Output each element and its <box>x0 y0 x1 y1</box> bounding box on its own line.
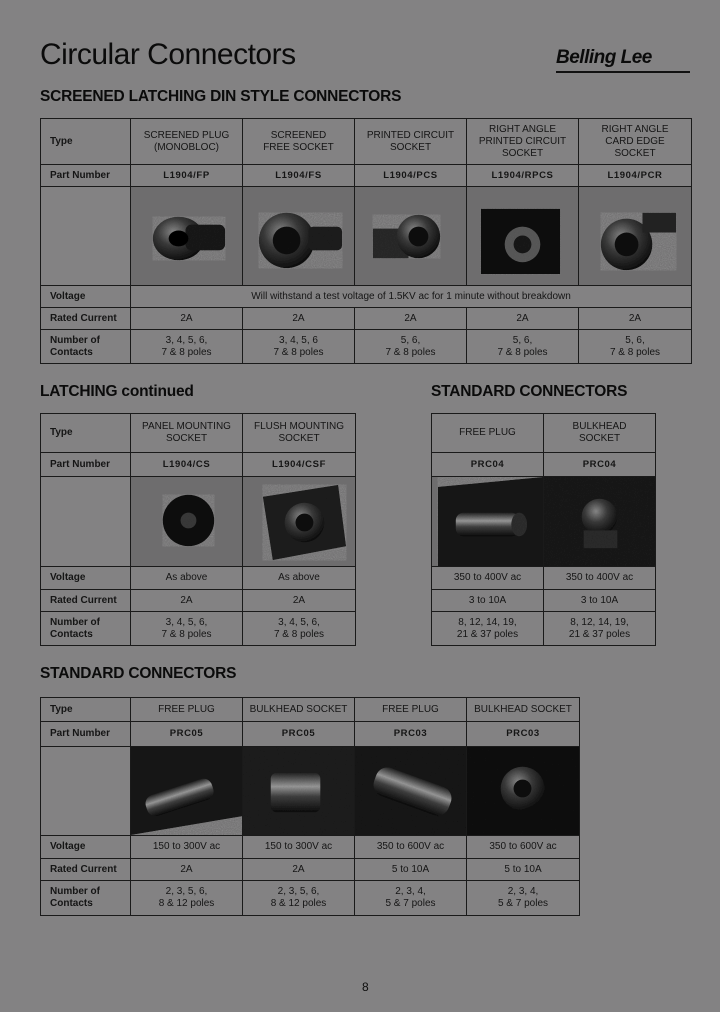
part-number-cell: PRC05 <box>243 722 355 747</box>
bulkhead-socket-icon <box>467 747 580 836</box>
rated-current-cell: 2A <box>355 308 467 330</box>
voltage-cell: 350 to 400V ac <box>432 567 544 590</box>
label-part-number: Part Number <box>41 165 131 187</box>
type-cell: PANEL MOUNTING SOCKET <box>131 414 243 453</box>
page-number: 8 <box>362 980 369 994</box>
voltage-note: Will withstand a test voltage of 1.5KV ac for 1 minute without breakdown <box>131 286 692 308</box>
label-part-number: Part Number <box>41 722 131 747</box>
contacts-cell: 2, 3, 5, 6, 8 & 12 poles <box>131 881 243 916</box>
part-number-cell: PRC04 <box>432 453 544 477</box>
section-heading-standard-connectors: STANDARD CONNECTORS <box>431 383 628 400</box>
voltage-cell: As above <box>243 567 356 590</box>
rated-current-cell: 2A <box>467 308 579 330</box>
type-cell: FREE PLUG <box>131 698 243 722</box>
voltage-cell: 350 to 600V ac <box>355 836 467 859</box>
free-plug-icon <box>355 747 467 836</box>
plug-connector-icon <box>131 187 243 286</box>
label-rated-current: Rated Current <box>41 590 131 612</box>
free-plug-icon <box>131 747 243 836</box>
right-angle-socket-icon <box>467 187 579 286</box>
contacts-cell: 8, 12, 14, 19, 21 & 37 poles <box>432 612 544 646</box>
part-number-cell: PRC05 <box>131 722 243 747</box>
rated-current-cell: 2A <box>131 308 243 330</box>
type-cell: FREE PLUG <box>432 414 544 453</box>
label-rated-current: Rated Current <box>41 308 131 330</box>
spec-table-standard-connectors-prc04 <box>431 413 656 646</box>
row-contacts <box>41 330 692 364</box>
type-cell: RIGHT ANGLE CARD EDGE SOCKET <box>579 119 692 165</box>
part-number-cell: L1904/FS <box>243 165 355 187</box>
voltage-cell: As above <box>131 567 243 590</box>
page-title: Circular Connectors <box>40 38 296 71</box>
part-number-cell: L1904/RPCS <box>467 165 579 187</box>
row-voltage <box>41 286 692 308</box>
section-heading-standard-connectors-2: STANDARD CONNECTORS <box>40 665 237 682</box>
rated-current-cell: 5 to 10A <box>467 859 580 881</box>
contacts-cell: 3, 4, 5, 6, 7 & 8 poles <box>131 330 243 364</box>
part-number-cell: L1904/FP <box>131 165 243 187</box>
label-type: Type <box>41 119 131 165</box>
type-cell: FLUSH MOUNTING SOCKET <box>243 414 356 453</box>
voltage-cell: 150 to 300V ac <box>131 836 243 859</box>
part-number-cell: PRC03 <box>467 722 580 747</box>
type-cell: RIGHT ANGLE PRINTED CIRCUIT SOCKET <box>467 119 579 165</box>
label-contacts: Number of Contacts <box>41 330 131 364</box>
image-label-empty <box>41 747 131 836</box>
section-heading-screened-latching: SCREENED LATCHING DIN STYLE CONNECTORS <box>40 88 402 105</box>
rated-current-cell: 2A <box>243 859 355 881</box>
bulkhead-socket-icon <box>243 747 355 836</box>
panel-socket-icon <box>131 477 243 567</box>
type-cell: PRINTED CIRCUIT SOCKET <box>355 119 467 165</box>
contacts-cell: 3, 4, 5, 6 7 & 8 poles <box>243 330 355 364</box>
rated-current-cell: 2A <box>131 590 243 612</box>
flush-socket-icon <box>243 477 356 567</box>
contacts-cell: 3, 4, 5, 6, 7 & 8 poles <box>131 612 243 646</box>
spec-table-standard-connectors-prc05-prc03 <box>40 697 580 916</box>
spec-table-screened-latching <box>40 118 692 364</box>
contacts-cell: 3, 4, 5, 6, 7 & 8 poles <box>243 612 356 646</box>
brand-logo: Belling Lee <box>556 47 652 68</box>
rated-current-cell: 3 to 10A <box>432 590 544 612</box>
image-label-empty <box>41 477 131 567</box>
part-number-cell: PRC04 <box>544 453 656 477</box>
contacts-cell: 8, 12, 14, 19, 21 & 37 poles <box>544 612 656 646</box>
label-voltage: Voltage <box>41 286 131 308</box>
rated-current-cell: 2A <box>243 590 356 612</box>
card-edge-socket-icon <box>579 187 692 286</box>
label-part-number: Part Number <box>41 453 131 477</box>
contacts-cell: 5, 6, 7 & 8 poles <box>467 330 579 364</box>
rated-current-cell: 2A <box>243 308 355 330</box>
label-voltage: Voltage <box>41 567 131 590</box>
rated-current-cell: 3 to 10A <box>544 590 656 612</box>
label-type: Type <box>41 698 131 722</box>
row-part-number <box>41 165 692 187</box>
contacts-cell: 2, 3, 5, 6, 8 & 12 poles <box>243 881 355 916</box>
contacts-cell: 5, 6, 7 & 8 poles <box>579 330 692 364</box>
row-image <box>41 187 692 286</box>
section-heading-latching-continued: LATCHING continued <box>40 383 194 400</box>
type-cell: SCREENED PLUG (MONOBLOC) <box>131 119 243 165</box>
spec-table-latching-continued <box>40 413 356 646</box>
label-voltage: Voltage <box>41 836 131 859</box>
row-type <box>41 119 692 165</box>
voltage-cell: 350 to 400V ac <box>544 567 656 590</box>
contacts-cell: 2, 3, 4, 5 & 7 poles <box>467 881 580 916</box>
row-rated-current <box>41 308 692 330</box>
part-number-cell: PRC03 <box>355 722 467 747</box>
rated-current-cell: 2A <box>579 308 692 330</box>
type-cell: FREE PLUG <box>355 698 467 722</box>
voltage-cell: 150 to 300V ac <box>243 836 355 859</box>
free-socket-icon <box>243 187 355 286</box>
label-contacts: Number of Contacts <box>41 612 131 646</box>
contacts-cell: 2, 3, 4, 5 & 7 poles <box>355 881 467 916</box>
rated-current-cell: 2A <box>131 859 243 881</box>
bulkhead-socket-icon <box>544 477 656 567</box>
label-contacts: Number of Contacts <box>41 881 131 916</box>
label-type: Type <box>41 414 131 453</box>
part-number-cell: L1904/PCS <box>355 165 467 187</box>
image-label-empty <box>41 187 131 286</box>
free-plug-icon <box>432 477 544 567</box>
type-cell: BULKHEAD SOCKET <box>467 698 580 722</box>
type-cell: SCREENED FREE SOCKET <box>243 119 355 165</box>
part-number-cell: L1904/PCR <box>579 165 692 187</box>
brand-underline <box>556 71 690 73</box>
type-cell: BULKHEAD SOCKET <box>243 698 355 722</box>
type-cell: BULKHEAD SOCKET <box>544 414 656 453</box>
part-number-cell: L1904/CS <box>131 453 243 477</box>
rated-current-cell: 5 to 10A <box>355 859 467 881</box>
part-number-cell: L1904/CSF <box>243 453 356 477</box>
voltage-cell: 350 to 600V ac <box>467 836 580 859</box>
label-rated-current: Rated Current <box>41 859 131 881</box>
contacts-cell: 5, 6, 7 & 8 poles <box>355 330 467 364</box>
pcb-socket-icon <box>355 187 467 286</box>
